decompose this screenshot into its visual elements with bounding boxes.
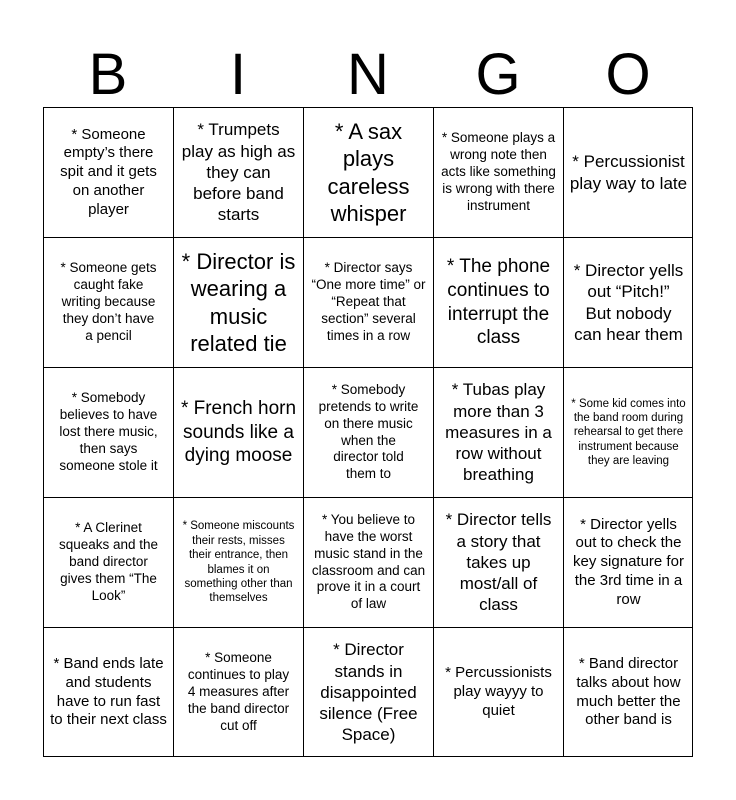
- cell-text: * Band ends late and students have to run fast to their next class: [50, 655, 167, 729]
- cell-text: * A Clerinet squeaks and the band director gives them “The Look”: [58, 520, 159, 603]
- bingo-cell[interactable]: [303, 237, 433, 367]
- bingo-cell[interactable]: [433, 367, 563, 497]
- bingo-cell[interactable]: [433, 107, 563, 237]
- cell-text: * Somebody believes to have lost there music, then says someone stole it: [59, 390, 158, 473]
- cell-text: * Someone gets caught fake writing because they don’t have a pencil: [60, 260, 157, 343]
- cell-text: * Percussionist play way to late: [569, 152, 688, 193]
- cell-text: * You believe to have the worst music stand in the classroom and can prove it in a court of law: [311, 511, 426, 612]
- cell-text: * Someone empty’s there spit and it gets on another player: [60, 125, 157, 218]
- cell-text: * Some kid comes into the band room during rehearsal to get there instrument because they are leaving: [571, 397, 686, 468]
- bingo-cell[interactable]: [433, 627, 563, 757]
- cell-text: * Director stands in disappointed silence (Free Space): [319, 640, 418, 745]
- bingo-cell[interactable]: [563, 237, 693, 367]
- cell-text: * Someone plays a wrong note then acts like something is wrong with there instrument: [441, 130, 556, 213]
- bingo-cell[interactable]: [173, 237, 303, 367]
- cell-text: * Director yells out to check the key signature for the 3rd time in a row: [573, 515, 684, 608]
- bingo-cell[interactable]: [173, 367, 303, 497]
- bingo-cell[interactable]: [173, 107, 303, 237]
- header-letter-b: B: [88, 42, 128, 107]
- cell-text: * Tubas play more than 3 measures in a row without breathing: [445, 380, 552, 485]
- cell-text: * A sax plays careless whisper: [327, 118, 410, 226]
- bingo-cell[interactable]: [173, 497, 303, 627]
- bingo-cell[interactable]: [43, 237, 173, 367]
- cell-text: * Trumpets play as high as they can before band starts: [181, 120, 296, 225]
- cell-text: * Somebody pretends to write on there music when the director told them to: [318, 381, 419, 482]
- cell-text: * French horn sounds like a dying moose: [180, 397, 297, 467]
- cell-text: * The phone continues to interrupt the class: [446, 256, 551, 349]
- bingo-cell[interactable]: [563, 107, 693, 237]
- bingo-cell[interactable]: [433, 497, 563, 627]
- bingo-cell[interactable]: [43, 367, 173, 497]
- bingo-cell[interactable]: [563, 497, 693, 627]
- header-letter-o: O: [605, 42, 651, 107]
- bingo-cell[interactable]: [563, 627, 693, 757]
- bingo-cell[interactable]: [303, 627, 433, 757]
- header-letter-g: G: [475, 42, 521, 107]
- bingo-board: [43, 107, 693, 757]
- bingo-cell[interactable]: [43, 497, 173, 627]
- cell-text: * Band director talks about how much better the other band is: [576, 655, 681, 729]
- header-letter-i: I: [229, 42, 247, 107]
- cell-text: * Director yells out “Pitch!” But nobody can hear them: [573, 261, 684, 344]
- cell-text: * Director says “One more time” or “Repeat that section” several times in a row: [311, 260, 426, 343]
- bingo-cell[interactable]: [43, 627, 173, 757]
- cell-text: * Someone miscounts their rests, misses their entrance, then blames it on something other than themselves: [182, 520, 295, 605]
- bingo-cell[interactable]: [563, 367, 693, 497]
- bingo-cell[interactable]: [43, 107, 173, 237]
- bingo-cell[interactable]: [303, 107, 433, 237]
- cell-text: * Director tells a story that takes up most/all of class: [445, 510, 552, 615]
- bingo-header: [43, 42, 693, 108]
- cell-text: * Percussionists play wayyy to quiet: [445, 664, 552, 719]
- bingo-cell[interactable]: [303, 497, 433, 627]
- header-letter-n: N: [347, 42, 389, 107]
- cell-text: * Someone continues to play 4 measures after the band director cut off: [187, 650, 290, 733]
- cell-text: * Director is wearing a music related tie: [181, 248, 296, 356]
- bingo-cell[interactable]: [173, 627, 303, 757]
- bingo-cell[interactable]: [303, 367, 433, 497]
- bingo-cell[interactable]: [433, 237, 563, 367]
